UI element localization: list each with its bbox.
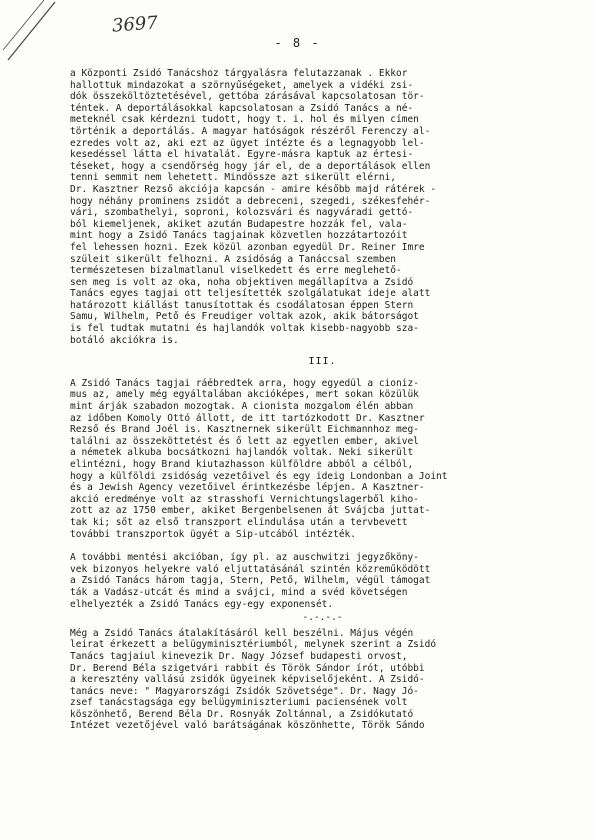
text-line: Még a Zsidó Tanács átalakításáról kell beszélni. Május végén xyxy=(70,627,414,639)
text-line: szüleit sikerült felhozni. A zsidóság a Tanáccsal szemben xyxy=(70,253,397,265)
text-line: és a Jewish Agency vezetőivel érintkezésbe lépjen. A Kasztner- xyxy=(70,482,425,494)
text-line: fel lehessen hozni. Ezek közül azonban egyedül Dr. Reiner Imre xyxy=(70,241,425,253)
text-line: ták a Vadász-utcát és mind a svájci, mind a svéd követségen xyxy=(70,586,408,598)
text-line: természetesen bizalmatlanul viselkedett és erre meglehető- xyxy=(70,265,402,277)
text-line: Dr. Berend Béla szigetvári rabbit és Török Sándor írót, utóbbi xyxy=(70,662,425,674)
text-line: zsef tanácstagsága egy belügyminiszteriumi paciensének volt xyxy=(70,697,408,709)
text-line: vek bizonyos helyekre való eljuttatásánál szintén közreműködött xyxy=(70,563,431,575)
text-line: botáló akciókra is. xyxy=(70,334,179,346)
text-line: Tanács egyes tagjai ott teljesítették szolgálatukat ideje alatt xyxy=(70,288,431,300)
text-line: Tanács tagjaiul kinevezik Dr. Nagy József budapesti orvost, xyxy=(70,650,408,662)
text-line: a németek alkuba bocsátkozni hajlandók voltak. Neki sikerült xyxy=(70,447,414,459)
text-line: kesedéssel látta el hivatalát. Egyre-másra kaptuk az értesi- xyxy=(70,149,414,161)
text-line: ból kiemeljenek, akiket azután Budapestre hozzák fel, vala- xyxy=(70,218,408,230)
text-line: tanács neve: " Magyarországi Zsidók Szövetsége". Dr. Nagy Jó- xyxy=(70,685,419,697)
section-heading: III. xyxy=(308,356,337,368)
text-line: elhelyezték a Zsidó Tanács egy-egy exponensét. xyxy=(70,598,334,610)
paragraph-gap xyxy=(70,540,575,552)
text-line: Intézet vezetőjével való barátságának köszönhette, Török Sándo xyxy=(70,720,425,732)
text-line: A Zsidó Tanács tagjai ráébredtek arra, hogy egyedül a cioniz- xyxy=(70,377,419,389)
text-line: mint árják szabadon mozogtak. A cionista mozgalom élén abban xyxy=(70,401,414,413)
paragraph-4 xyxy=(70,628,575,732)
text-line: zott az az 1750 ember, akiket Bergenbelsenen át Svájcba juttat- xyxy=(70,505,431,517)
text-line: sen meg is volt az oka, noha objektiven megállapítva a Zsidó xyxy=(70,276,414,288)
text-line: mus az, amely még egyáltalában akcióképes, mert sokan közülük xyxy=(70,389,419,401)
text-line: hogy néhány prominens zsidót a debreceni, szegedi, székesfehér- xyxy=(70,195,431,207)
text-line: elintézni, hogy Brand kiutazhasson külföldre abból a célból, xyxy=(70,459,414,470)
text-line: mint hogy a Zsidó Tanács tagjainak közvetlen hozzátartozóit xyxy=(70,230,408,242)
text-line: hogy a külföldi zsidóság vezetőivel és egy ideig Londonban a Joint xyxy=(70,470,448,482)
text-line: tenni semmit nem lehetett. Mindössze azt sikerült elérni, xyxy=(70,172,397,184)
text-line: tak ki; sőt az első transzport elindulása után a tervbevett xyxy=(70,516,408,528)
text-line: téntek. A deportálásokkal kapcsolatosan a Zsidó Tanács a né- xyxy=(70,102,414,114)
paragraph-3 xyxy=(70,552,575,610)
text-line: a Zsidó Tanács három tagja, Stern, Pető, Wilhelm, végül támogat xyxy=(70,575,431,587)
separator: -.-.-.- xyxy=(302,612,343,624)
handwritten-number: 3697 xyxy=(111,12,159,37)
text-line: meteknél csak kérdezni tudott, hogy t. i. hol és milyen címen xyxy=(70,114,419,126)
text-line: a keresztény vallású zsidók ügyeinek képviselőjeként. A Zsidó- xyxy=(70,674,425,686)
text-line: Rezső és Brand Joél is. Kasztnernek sikerült Eichmannhoz meg- xyxy=(70,424,419,436)
text-line: dók összeköltöztetésével, gettóba zárásával kapcsolatosan tör- xyxy=(70,91,425,103)
text-line: az időben Komoly Ottó állott, de itt tartózkodott Dr. Kasztner xyxy=(70,412,425,424)
text-line: történik a deportálás. A magyar hatóságok részéről Ferenczy al- xyxy=(70,125,431,137)
text-line: téseket, hogy a csendőrség hogy jár el, de a deportálások ellen xyxy=(70,160,431,172)
text-line: ezredes volt az, aki ezt az ügyet intézte és a legnagyobb lel- xyxy=(70,137,425,149)
text-line: további transzportok ügyét a Sip-utcából intézték. xyxy=(70,528,356,540)
text-line: Dr. Kasztner Rezső akciója kapcsán - amire később majd rátérek - xyxy=(70,183,437,195)
text-line: köszönhető, Berend Béla Dr. Rosnyák Zoltánnal, a Zsidókutató xyxy=(70,708,414,720)
text-line: vári, szombathelyi, soproni, kolozsvári és nagyváradi gettó- xyxy=(70,207,414,219)
text-line: határozott kiállást tanusítottak és csodálatosan éppen Stern xyxy=(70,299,414,311)
paragraph-2 xyxy=(70,378,575,540)
page-number: - 8 - xyxy=(274,36,321,50)
text-line: Samu, Wilhelm, Pető és Freudiger voltak azok, akik bátorságot xyxy=(70,311,419,323)
text-line: hallottuk mindazokat a szörnyűségeket, amelyek a vidéki zsi- xyxy=(70,79,414,91)
text-line: akció eredménye volt az strasshofi Vernichtungslagerből kiho- xyxy=(70,493,419,505)
text-line: is fel tudtak mutatni és hajlandók voltak kisebb-nagyobb sza- xyxy=(70,323,419,335)
text-line: a Központi Zsidó Tanácshoz tárgyalásra felutazzanak . Ekkor xyxy=(70,68,408,79)
document-body xyxy=(70,68,575,732)
text-line: leirat érkezett a belügyminisztériumból, melynek szerint a Zsidó xyxy=(70,639,437,651)
text-line: találni az összeköttetést és ő lett az egyetlen ember, akivel xyxy=(70,435,419,447)
text-line: A további mentési akcióban, így pl. az auschwitzi jegyzőköny- xyxy=(70,552,419,564)
paragraph-1 xyxy=(70,68,575,346)
